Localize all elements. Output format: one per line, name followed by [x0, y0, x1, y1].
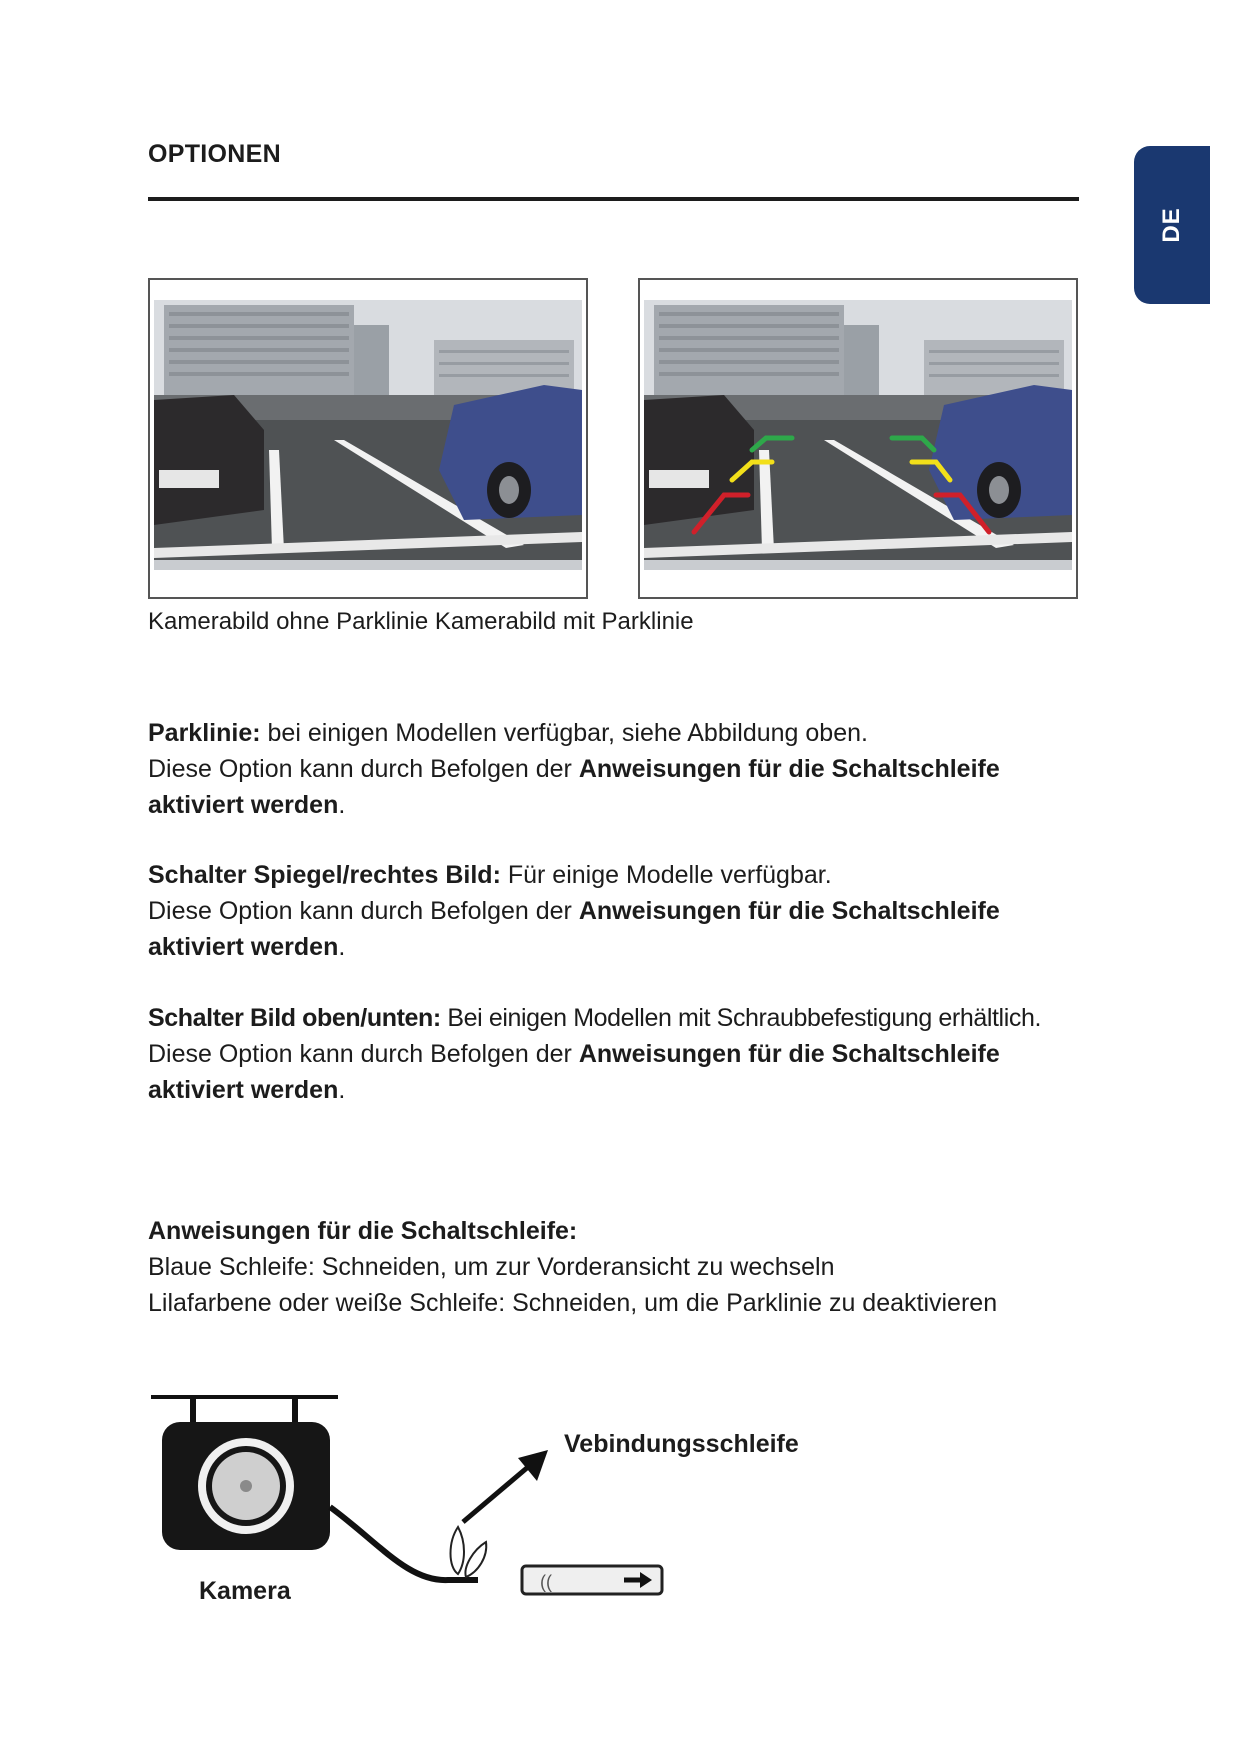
option-parkline: [148, 715, 1108, 823]
option-line-bold: Anweisungen für die Schaltschleife: [578, 897, 1000, 925]
option-line-suffix: .: [338, 933, 346, 961]
parking-lot-photo-with-guides: [644, 300, 1072, 570]
option-line: Diese Option kann durch Befolgen der: [148, 1040, 579, 1068]
option-line-suffix: .: [338, 791, 346, 819]
parking-lot-photo: [154, 300, 582, 570]
connection-loop-label: Vebindungsschleife: [564, 1430, 799, 1458]
option-text: bei einigen Modellen verfügbar, siehe Abbildung oben.: [260, 719, 868, 747]
language-tab-label: DE: [1158, 207, 1185, 243]
option-line: Diese Option kann durch Befolgen der: [148, 897, 579, 925]
option-line-suffix: .: [338, 1076, 346, 1104]
option-line-bold: Anweisungen für die Schaltschleife: [578, 755, 1000, 783]
pointer-arrow-icon: [463, 1467, 528, 1522]
option-label: Schalter Spiegel/rechtes Bild:: [148, 861, 501, 889]
option-text: Für einige Modelle verfügbar.: [500, 861, 832, 889]
instruction-line: Blaue Schleife: Schneiden, um zur Vorderansicht zu wechseln: [148, 1253, 835, 1281]
option-label: Parklinie:: [148, 719, 261, 747]
option-line-bold: aktiviert werden: [148, 933, 339, 961]
connection-loop-icon: [451, 1527, 465, 1574]
option-line-bold: Anweisungen für die Schaltschleife: [578, 1040, 1000, 1068]
option-line-bold: aktiviert werden: [148, 1076, 339, 1104]
camera-image-without-parkline: [148, 278, 588, 599]
instruction-line: Lilafarbene oder weiße Schleife: Schneiden, um die Parklinie zu deaktivieren: [148, 1289, 998, 1317]
plug-marking: ((: [540, 1572, 552, 1592]
option-line: Diese Option kann durch Befolgen der: [148, 755, 579, 783]
instructions-title: Anweisungen für die Schaltschleife:: [148, 1217, 578, 1245]
camera-image-with-parkline: [638, 278, 1078, 599]
option-line-bold: aktiviert werden: [148, 791, 339, 819]
figure-caption: Kamerabild ohne Parklinie Kamerabild mit Parklinie: [148, 608, 694, 635]
camera-label: Kamera: [199, 1577, 291, 1605]
switch-loop-instructions: [148, 1213, 1108, 1321]
option-text: Bei einigen Modellen mit Schraubbefestigung erhältlich.: [440, 1004, 1041, 1032]
language-tab[interactable]: [1134, 146, 1210, 304]
page-title: OPTIONEN: [148, 140, 281, 168]
title-divider: [148, 197, 1079, 201]
option-mirror-switch: [148, 857, 1108, 965]
option-flip-switch: [148, 1000, 1108, 1108]
option-label: Schalter Bild oben/unten:: [148, 1004, 441, 1032]
